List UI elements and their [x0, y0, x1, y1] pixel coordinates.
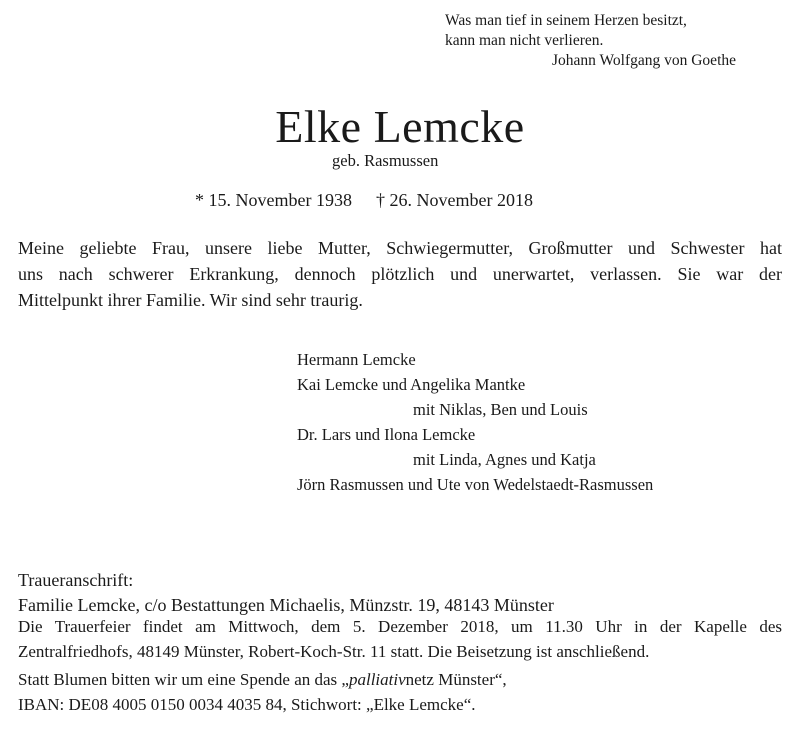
donation-line	[18, 667, 782, 692]
message-line-3: Mittelpunkt ihrer Familie. Wir sind sehr traurig.	[18, 290, 363, 310]
mourner-children: mit Linda, Agnes und Katja	[413, 450, 596, 469]
birth-name: geb. Rasmussen	[332, 151, 439, 170]
death-date: † 26. November 2018	[375, 190, 533, 210]
quote-line-2: kann man nicht verlieren.	[445, 32, 604, 49]
address-value: Familie Lemcke, c/o Bestattungen Michaelis, Münzstr. 19, 48143 Münster	[18, 595, 554, 615]
mourner: Hermann Lemcke	[297, 350, 416, 369]
donation-prefix: Statt Blumen bitten wir um eine Spende an das „	[18, 670, 349, 689]
mourner: Dr. Lars und Ilona Lemcke	[297, 425, 476, 444]
message-line-2: uns nach schwerer Erkrankung, dennoch plötzlich und unerwartet, verlassen. Sie war der	[18, 264, 782, 284]
mourner: Jörn Rasmussen und Ute von Wedelstaedt-Rasmussen	[297, 475, 654, 494]
quote-line-1: Was man tief in seinem Herzen besitzt,	[445, 12, 687, 29]
goethe-quote	[445, 11, 736, 71]
condolence-address	[18, 568, 554, 618]
funeral-line-1: Die Trauerfeier findet am Mittwoch, dem 5. Dezember 2018, um 11.30 Uhr in der Kapelle des	[18, 617, 782, 636]
mourners-list	[297, 347, 653, 497]
message-line-1: Meine geliebte Frau, unsere liebe Mutter, Schwiegermutter, Großmutter und Schwester hat	[18, 238, 782, 258]
birth-date: * 15. November 1938	[195, 190, 352, 210]
quote-author: Johann Wolfgang von Goethe	[552, 52, 737, 69]
donation-suffix: netz Münster“,	[405, 670, 507, 689]
iban-line: IBAN: DE08 4005 0150 0034 4035 84, Stichwort: „Elke Lemcke“.	[18, 695, 476, 714]
mourner-children: mit Niklas, Ben und Louis	[413, 400, 588, 419]
farewell-message	[18, 235, 782, 313]
address-label: Traueranschrift:	[18, 570, 134, 590]
deceased-name: Elke Lemcke	[275, 101, 525, 152]
funeral-line-2: Zentralfriedhofs, 48149 Münster, Robert-Koch-Str. 11 statt. Die Beisetzung ist anschließend.	[18, 642, 650, 661]
mourner: Kai Lemcke und Angelika Mantke	[297, 375, 526, 394]
funeral-details	[18, 614, 782, 717]
donation-org-italic: palliativ	[348, 670, 406, 689]
life-dates	[195, 188, 533, 212]
